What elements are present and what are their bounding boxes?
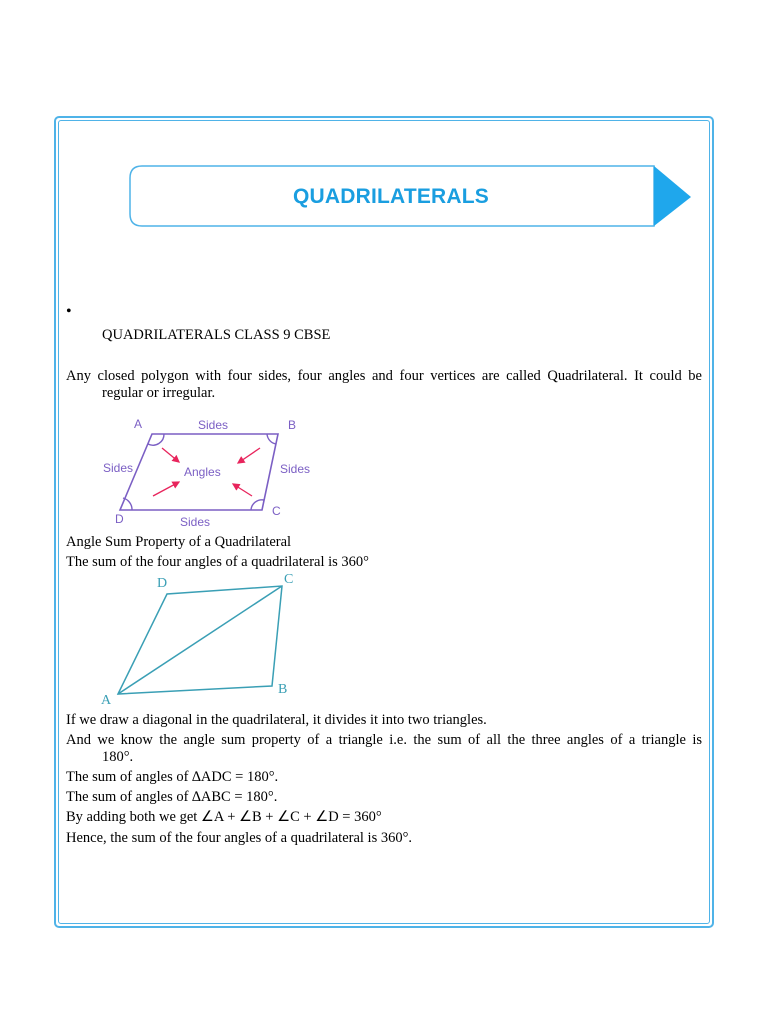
diagonal-ac (118, 586, 282, 694)
statement: The sum of the four angles of a quadrilateral is 360° (66, 554, 369, 570)
quadrilateral-figure (96, 412, 326, 534)
arrow-d (153, 482, 179, 496)
intro-line-1: Any closed polygon with four sides, four angles and four vertices are called Quadrilateral. It could be (66, 368, 702, 384)
section-heading: Angle Sum Property of a Quadrilateral (66, 534, 292, 550)
angle-arc-b (267, 434, 276, 444)
label-vertex-d: D (157, 576, 168, 591)
quadrilateral-diagonal-figure (96, 570, 316, 708)
label-angles: Angles (184, 465, 221, 479)
label-vertex-a: A (101, 693, 112, 708)
label-sides-bottom: Sides (180, 515, 211, 529)
arrow-c (233, 484, 252, 496)
proof-line-2b: 180°. (102, 749, 134, 765)
label-vertex-c: C (284, 572, 294, 587)
bullet-marker: • (66, 303, 72, 320)
page-title: QUADRILATERALS (292, 185, 490, 208)
label-vertex-b: B (288, 418, 297, 432)
subtitle: QUADRILATERALS CLASS 9 CBSE (102, 327, 331, 343)
arrow-b (238, 448, 260, 463)
label-sides-left: Sides (103, 461, 134, 475)
label-vertex-b: B (278, 682, 288, 697)
arrow-a (162, 448, 179, 462)
proof-line-6: Hence, the sum of the four angles of a quadrilateral is 360°. (66, 830, 413, 846)
label-sides-top: Sides (198, 418, 229, 432)
label-sides-right: Sides (280, 462, 311, 476)
proof-line-3: The sum of angles of ∆ADC = 180°. (66, 769, 279, 785)
label-vertex-d: D (115, 512, 124, 526)
banner-arrow-icon (654, 166, 691, 226)
proof-line-5: By adding both we get ∠A + ∠B + ∠C + ∠D = 360° (66, 809, 382, 825)
proof-line-4: The sum of angles of ∆ABC = 180°. (66, 789, 278, 805)
label-vertex-c: C (272, 504, 281, 518)
proof-line-2a: And we know the angle sum property of a triangle i.e. the sum of all the three angles of a triangle is (66, 732, 702, 748)
proof-line-1: If we draw a diagonal in the quadrilateral, it divides it into two triangles. (66, 712, 487, 728)
label-vertex-a: A (134, 417, 143, 431)
intro-line-2: regular or irregular. (102, 385, 216, 401)
